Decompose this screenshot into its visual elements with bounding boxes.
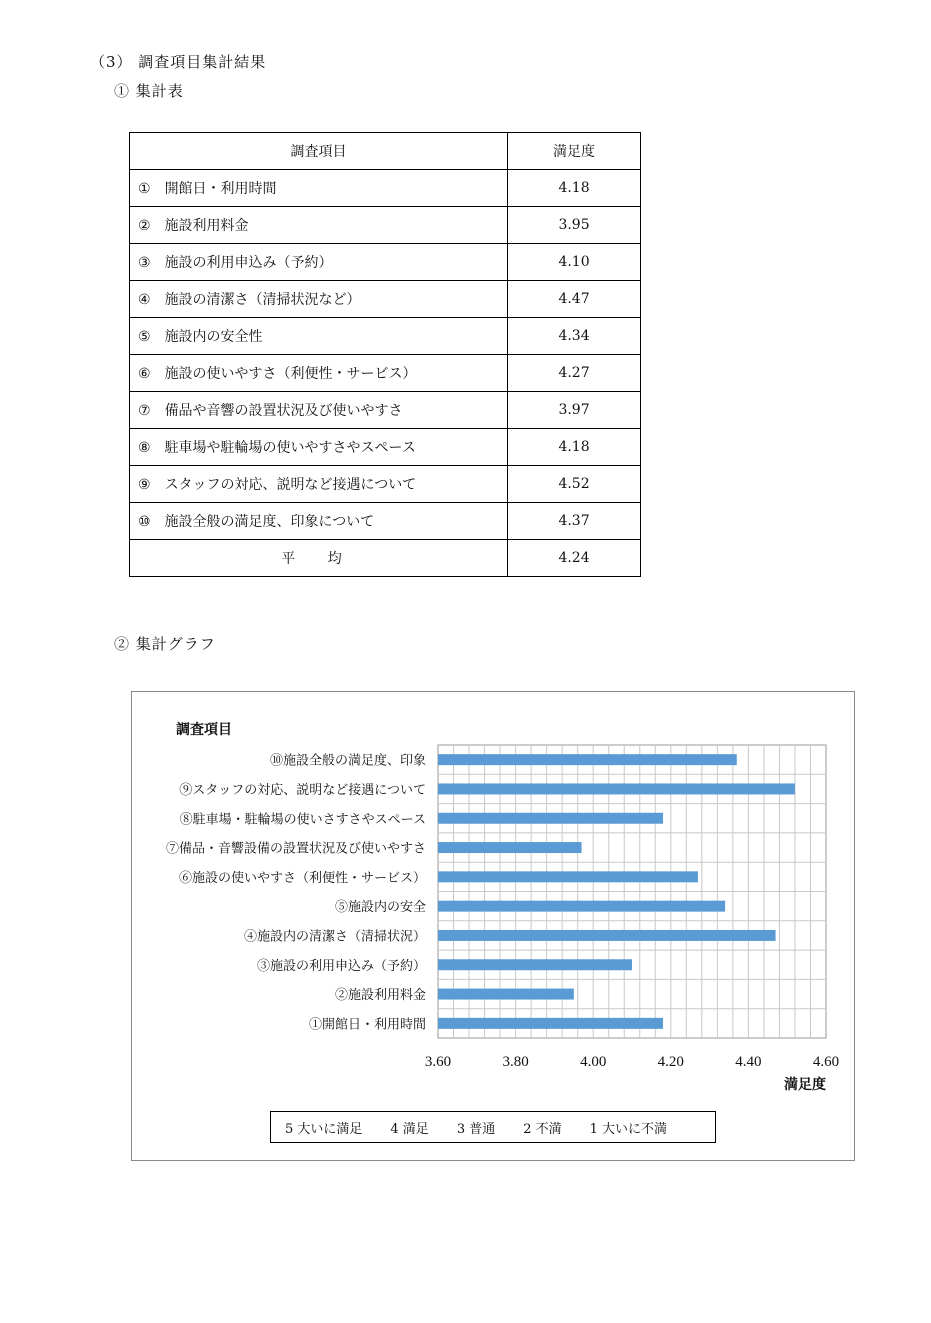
table-cell-value: 4.27 [508,355,641,392]
table-cell-item [130,318,508,355]
item-number: ② [138,218,151,234]
bar [438,959,632,970]
item-label: 備品や音響の設置状況及び使いやすさ [164,403,403,419]
table-cell-item [130,355,508,392]
bar [438,930,776,941]
bar [438,842,582,853]
x-tick-label: 4.60 [812,1054,840,1070]
item-label: 施設内の安全性 [164,329,263,345]
table-cell-value: 4.18 [508,170,641,207]
header-item: 調査項目 [130,133,508,170]
legend-item: 5 大いに満足 [285,1121,363,1137]
table-cell-item [130,207,508,244]
item-label: 施設利用料金 [164,218,249,234]
category-label: ⑨スタッフの対応、説明など接遇について [179,782,426,798]
legend-item: 3 普通 [456,1121,496,1137]
average-value: 4.24 [508,540,641,577]
table-cell-value: 3.97 [508,392,641,429]
table-body [130,170,641,577]
x-tick-label: 3.80 [502,1054,529,1070]
bar [438,1018,663,1029]
category-label: ③施設の利用申込み（予約） [256,958,426,974]
bar-chart [132,692,854,1160]
table-cell-value: 3.95 [508,207,641,244]
item-number: ⑨ [138,477,151,493]
legend-item: 2 不満 [523,1121,562,1137]
y-axis-title: 調査項目 [176,722,232,738]
table-row [130,429,641,466]
legend-item: 1 大いに不満 [589,1121,668,1137]
table-cell-value: 4.52 [508,466,641,503]
bar [438,813,663,824]
item-number: ⑥ [138,366,151,382]
table-cell-item [130,503,508,540]
item-number: ⑦ [138,403,151,419]
x-tick-label: 4.40 [735,1054,762,1070]
item-label: 施設の清潔さ（清掃状況など） [164,292,361,308]
item-label: 施設全般の満足度、印象について [164,514,375,530]
chart-legend [270,1111,716,1143]
table-row [130,318,641,355]
table-cell-item [130,281,508,318]
bar [438,871,698,882]
category-label: ⑦備品・音響設備の設置状況及び使いやすさ [165,841,426,857]
table-row [130,503,641,540]
category-label: ⑥施設の使いやすさ（利便性・サービス） [178,870,426,886]
table-cell-item [130,244,508,281]
bar [438,901,725,912]
item-number: ④ [138,292,151,308]
table-row [130,466,641,503]
x-tick-label: 4.00 [580,1054,607,1070]
bar [438,754,737,765]
item-number: ① [138,181,151,197]
table-cell-item [130,429,508,466]
table-section-title: ① 集計表 [114,82,184,100]
table-cell-value: 4.10 [508,244,641,281]
chart-container [131,691,855,1161]
item-label: 駐車場や駐輪場の使いやすさやスペース [164,440,416,456]
table-cell-value: 4.37 [508,503,641,540]
item-number: ⑩ [138,514,151,530]
table-row [130,244,641,281]
category-label: ②施設利用料金 [334,988,426,1004]
average-label: 平 均 [130,540,508,577]
category-label: ①開館日・利用時間 [308,1017,426,1033]
bar [438,783,795,794]
item-label: 施設の使いやすさ（利便性・サービス） [164,366,417,382]
x-tick-label: 4.20 [657,1054,684,1070]
table-cell-item [130,170,508,207]
item-number: ⑧ [138,440,151,456]
x-tick-label: 3.60 [424,1054,452,1070]
table-cell-item [130,392,508,429]
table-average-row [130,540,641,577]
table-cell-value: 4.34 [508,318,641,355]
summary-table [129,132,641,577]
item-label: スタッフの対応、説明など接遇について [164,477,417,493]
table-row [130,207,641,244]
category-label: ⑩施設全般の満足度、印象 [269,753,426,769]
table-header-row [130,133,641,170]
header-satisfaction: 満足度 [508,133,641,170]
category-label: ⑤施設内の安全 [334,900,426,916]
category-label: ④施設内の清潔さ（清掃状況） [243,929,426,945]
item-label: 開館日・利用時間 [164,181,277,197]
table-row [130,355,641,392]
legend-item: 4 満足 [390,1121,429,1137]
table-cell-item [130,466,508,503]
item-number: ③ [138,255,151,271]
section-title: （3） 調査項目集計結果 [90,53,267,71]
category-label: ⑧駐車場・駐輪場の使いさすさやスペース [179,812,426,828]
item-label: 施設の利用申込み（予約） [164,255,333,271]
table-row [130,281,641,318]
table-row [130,392,641,429]
item-number: ⑤ [138,329,151,345]
table-row [130,170,641,207]
table-cell-value: 4.47 [508,281,641,318]
bar [438,989,574,1000]
chart-section-title: ② 集計グラフ [114,635,216,653]
x-axis-title: 満足度 [784,1077,826,1093]
table-cell-value: 4.18 [508,429,641,466]
